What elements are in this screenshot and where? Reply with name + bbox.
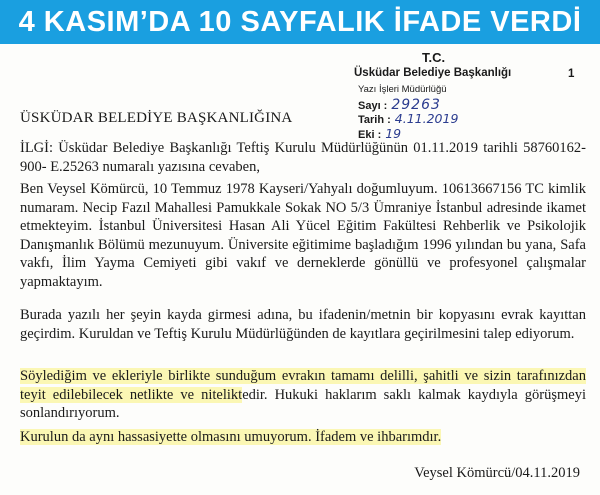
stamp-sayi-value: 29263 bbox=[391, 97, 441, 113]
headline-banner bbox=[0, 0, 600, 44]
paragraph-ilgi: İLGİ: Üsküdar Belediye Başkanlığı Teftiş Kurulu Müdürlüğünün 01.11.2019 tarihli 58760162-900- E.25263 numaralı yazısına cevaben, bbox=[20, 140, 586, 175]
stamp-eki-label: Eki : bbox=[358, 129, 382, 141]
stamp-tarih-value: 4.11.2019 bbox=[394, 111, 459, 126]
page-number: 1 bbox=[568, 68, 575, 80]
closing-highlighted-text: Kurulun da aynı hassasiyette olmasını umuyorum. İfadem ve ihbarımdır. bbox=[20, 429, 442, 445]
letter-addressee: ÜSKÜDAR BELEDİYE BAŞKANLIĞINA bbox=[20, 110, 293, 126]
stamp-tc: T.C. bbox=[422, 50, 446, 65]
stamp-eki-value: 19 bbox=[385, 126, 402, 141]
paragraph-bio: Ben Veysel Kömürcü, 10 Temmuz 1978 Kayseri/Yahyalı doğumluyum. 10613667156 TC kimlik numaram. Necip Fazıl Mahallesi Pamukkale Sokak NO 5/3 Ümraniye İstanbul adresinde ikamet etmekteyim. İstanbul Üniversitesi Hasan Ali Yücel Eğitim Fakültesi Rehberlik ve Psikolojik Danışmanlık Bölümü mezunuyum. Üniversite eğitimime başladığım 1996 yılından bu yana, Safa vakfı, İlim Yayma Cemiyeti gibi vakıf ve derneklerde gönüllü ve profesyonel çalışmalar yapmaktayım. bbox=[20, 181, 586, 290]
paragraph-highlighted bbox=[20, 367, 586, 423]
paragraph-highlighted-rest: edir. Hukuki haklarım saklı kalmak kaydıyla görüşmeyi sonlandırıyorum. bbox=[20, 386, 586, 421]
paragraph-closing bbox=[20, 428, 586, 447]
paragraph-record: Burada yazılı her şeyin kayda girmesi adına, bu ifadenin/metnin bir kopyasını evrak kayıttan geçirdim. Kuruldan ve Teftiş Kurulu Müdürlüğünden de kayıtlara geçirilmesini talep ediyorum. bbox=[20, 307, 586, 342]
stamp-tarih-row bbox=[358, 111, 458, 126]
highlighted-text: Söylediğim ve ekleriyle birlikte sunduğum evrakın tamamı delilli, şahitli ve sizin tarafınızdan teyit edilebilecek netlikte ve nitelikt bbox=[20, 368, 586, 403]
stamp-tarih-label: Tarih : bbox=[358, 114, 391, 126]
signature-line: Veysel Kömürcü/04.11.2019 bbox=[414, 465, 580, 481]
stamp-sayi-label: Sayı : bbox=[358, 100, 388, 112]
headline-title: 4 KASIM’DA 10 SAYFALIK İFADE VERDİ bbox=[18, 5, 582, 38]
document-page bbox=[0, 44, 600, 495]
stamp-office: Üsküdar Belediye Başkanlığı bbox=[354, 67, 512, 79]
stamp-unit: Yazı İşleri Müdürlüğü bbox=[358, 84, 447, 95]
